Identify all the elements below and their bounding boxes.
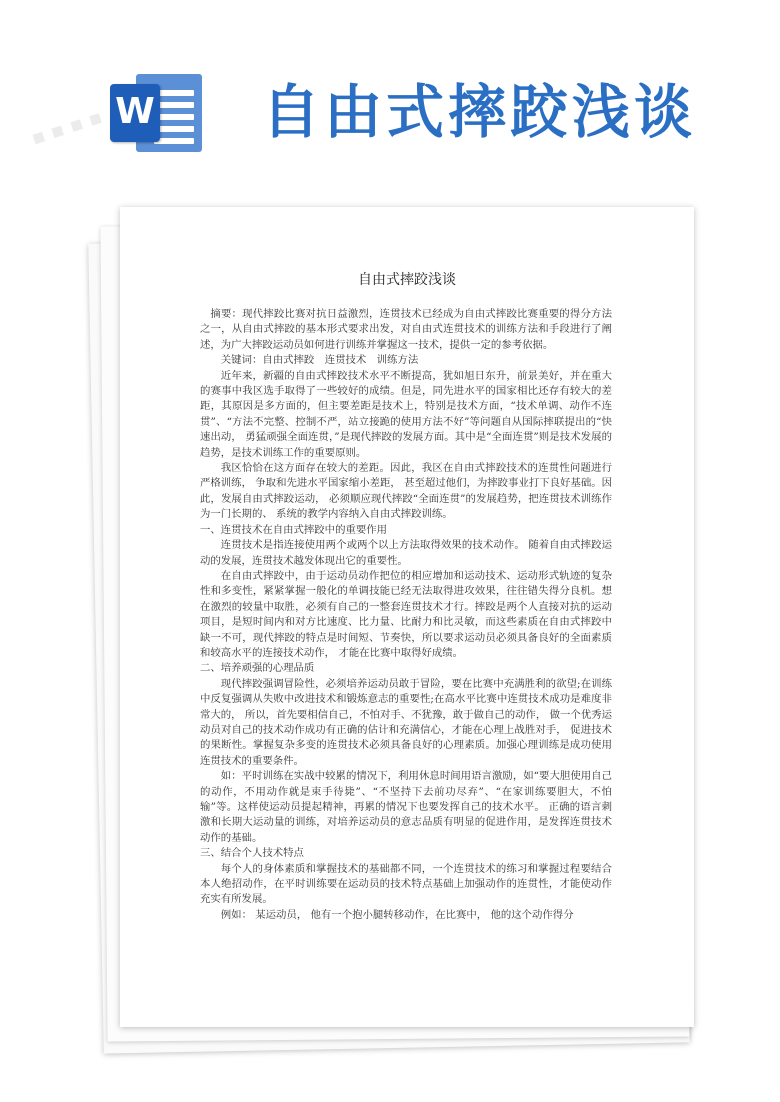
word-icon-badge [110,84,160,142]
document-body [200,307,612,923]
word-icon-line [154,90,194,96]
word-icon-line [154,114,194,120]
document-page [120,207,694,1027]
body-paragraph: 我区恰恰在这方面存在较大的差距。因此，我区在自由式摔跤技术的连贯性问题进行严格训练， 争取和先进水平国家缩小差距， 甚至超过他们，为摔跤事业打下良好基础。因此，发展自由式摔跤运动， 必须顺应现代摔跤“全面连贯”的发展趋势，把连贯技术训练作为一门长期的、 系统的教学内容纳入自由式摔跤训练。 [200,462,612,521]
banner-title: 自由式摔跤浅谈 [262,78,697,146]
body-paragraph: 关键词：自由式摔跤 连贯技术 训练方法 [220,354,419,367]
watermark: ▪ ▪ ▪ ▪ [28,104,106,150]
word-icon-line [154,102,194,108]
header-banner [0,0,780,180]
body-paragraph: 例如： 某运动员， 他有一个抱小腿转移动作，在比赛中， 他的这个动作得分 [220,908,574,921]
body-paragraph: 每个人的身体素质和掌握技术的基础都不同，一个连贯技术的练习和掌握过程要结合本人绝招动作，在平时训练要在运动员的技术特点基础上加强动作的连贯性，才能使动作充实有所发展。 [200,862,612,906]
word-document-icon [110,70,202,156]
section-heading: 二、培养顽强的心理品质 [200,662,315,675]
body-paragraph: 摘要：现代摔跤比赛对抗日益激烈，连贯技术已经成为自由式摔跤比赛重要的得分方法之一，从自由式摔跤的基本形式要求出发，对自由式连贯技术的训练方法和手段进行了阐述，为广大摔跤运动员如何进行训练并掌握这一技术，提供一定的参考依据。 [200,308,612,351]
word-icon-line [154,138,194,144]
word-icon-letter: W [115,91,155,132]
body-paragraph: 在自由式摔跤中，由于运动员动作把位的相应增加和运动技术、运动形式轨迹的复杂性和多变性，紧紧掌握一般化的单调技能已经无法取得进攻效果，往往错失得分良机。想在激烈的较量中取胜，必须有自己的一整套连贯技术才行。摔跤是两个人直接对抗的运动项目，是短时间内和对方比速度、比力量、比耐力和比灵敏，而这些素质在自由式摔跤中缺一不可，现代摔跤的特点是时间短、节奏快，所以要求运动员必须具备良好的全面素质和较高水平的连接技术动作， 才能在比赛中取得好成绩。 [200,569,612,659]
section-heading: 三、结合个人技术特点 [200,847,304,860]
section-heading: 一、连贯技术在自由式摔跤中的重要作用 [200,523,388,536]
body-paragraph: 如：平时训练在实战中较累的情况下，利用休息时间用语言激励，如“要大胆使用自己的动作，不用动作就是束手待毙”、“不坚持下去前功尽弃”、“在家训练要胆大，不怕输”等。这样使运动员提起精神，再累的情况下也要发挥自己的技术水平。 正确的语言刺激和长期大运动量的训练，对培养运动员的意志品质有明显的促进作用，是发挥连贯技术动作的基础。 [200,770,612,844]
word-icon-line [154,126,194,132]
document-title: 自由式摔跤浅谈 [358,272,456,288]
body-paragraph: 现代摔跤强调冒险性，必须培养运动员敢于冒险，要在比赛中充满胜利的欲望;在训练中反复强调从失败中改进技术和锻炼意志的重要性;在高水平比赛中连贯技术成功是难度非常大的， 所以，首先要相信自己，不怕对手、不犹豫，敢于做自己的动作， 做一个优秀运动员对自己的技术动作成功有正确的估计和充满信心，才能在心理上战胜对手， 促进技术的果断性。掌握复杂多变的连贯技术必须具备良好的心理素质。加强心理训练是成功使用连贯技术的重要条件。 [200,677,612,767]
body-paragraph: 近年来，新疆的自由式摔跤技术水平不断提高，犹如旭日东升，前景美好，并在重大的赛事中我区选手取得了一些较好的成绩。但是，同先进水平的国家相比还存有较大的差距，其原因是多方面的，但主要差距是技术上，特别是技术方面，“技术单调、动作不连贯”、“方法不完整、控制不严，站立接跪的使用方法不好”等问题自从国际摔联提出的“快速出动， 勇猛顽强全面连贯，”是现代摔跤的发展方面。其中是“全面连贯”则是技术发展的趋势，是技术训练工作的重要原则。 [200,369,612,459]
body-paragraph: 连贯技术是指连接使用两个或两个以上方法取得效果的技术动作。 随着自由式摔跤运动的发展，连贯技术越发体现出它的重要性。 [200,539,612,567]
